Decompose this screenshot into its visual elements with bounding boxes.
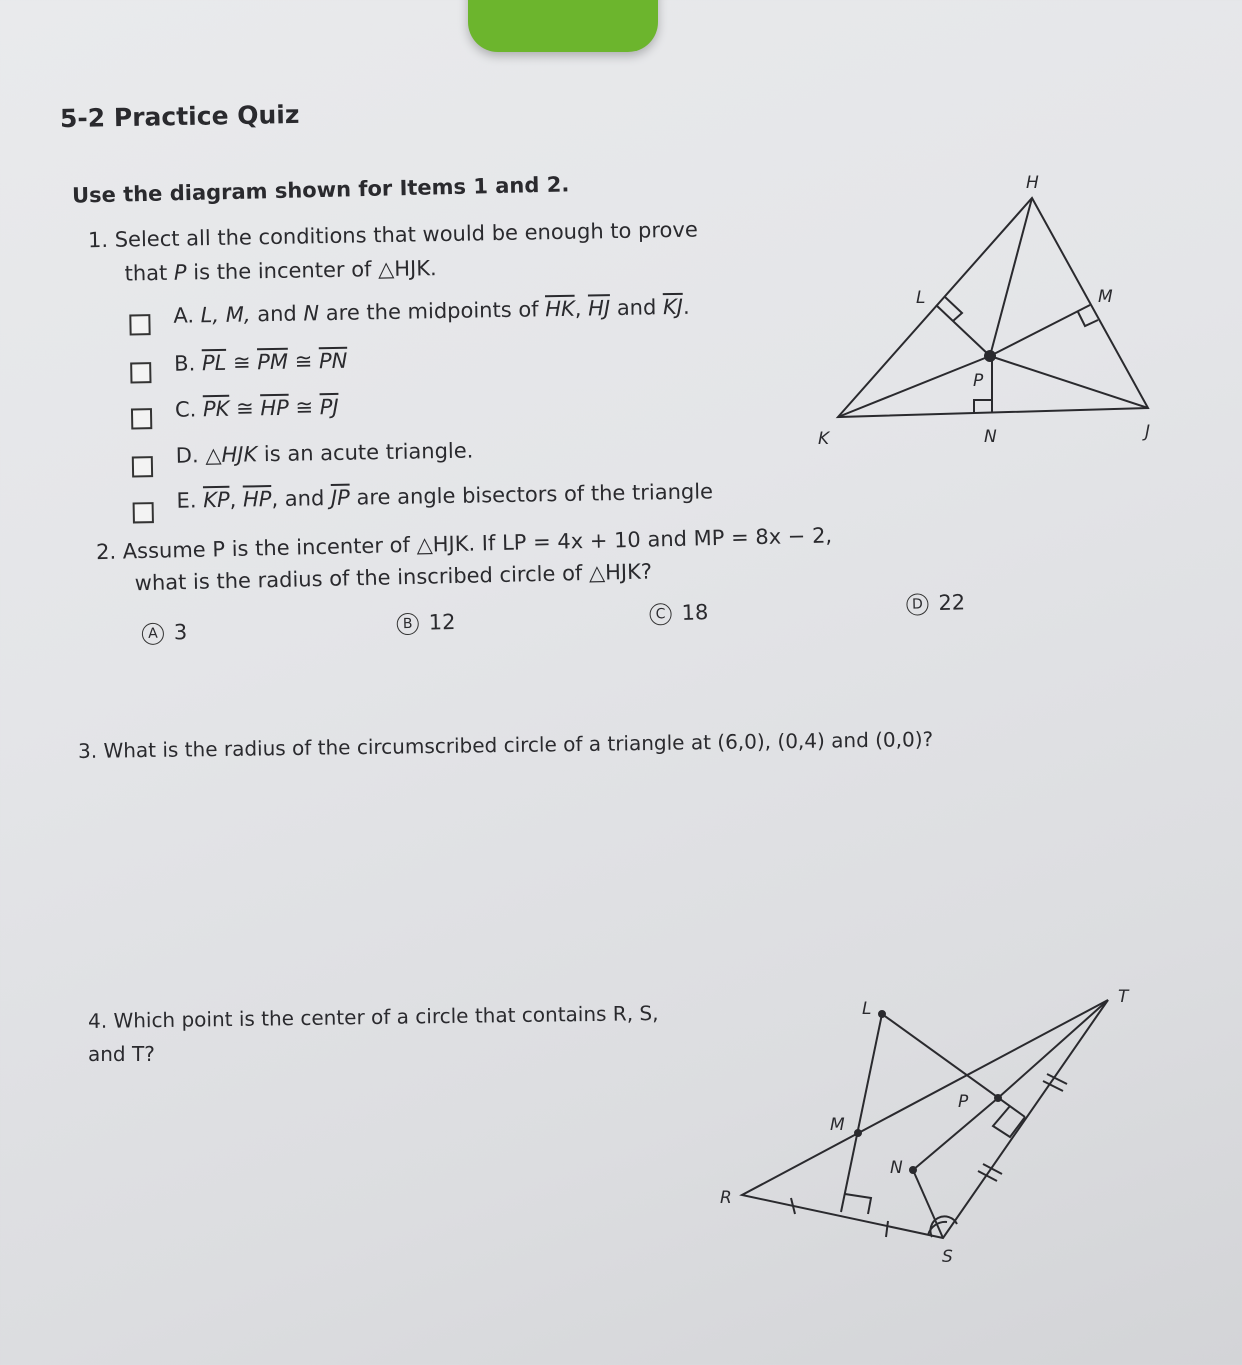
point-label: K [818,429,830,449]
q1-text-2: that P is the incenter of △HJK. [124,256,437,286]
option-d: D. △HJK is an acute triangle. [175,438,474,468]
right-angle-mark [974,400,992,413]
right-angle-mark [945,297,962,321]
intro-text: Use the diagram shown for Items 1 and 2. [71,172,570,208]
point-label: M [830,1115,845,1135]
option-b: B. $\overline{PL}$ ≅ $\overline{PM}$ ≅ $\overline{PN}$ [173,348,348,376]
q1-text: 1. Select all the conditions that would be enough to prove [87,217,698,253]
q3-text: 3. What is the radius of the circumscribed circle of a triangle at (6,0), (0,4) and (0,0)? [77,727,934,763]
point-label: T [1118,987,1129,1007]
point-label: L [916,288,926,308]
point-label: M [1098,287,1113,307]
point-label: P [973,371,984,391]
right-angle-mark [845,1194,871,1214]
option-c: C. $\overline{PK}$ ≅ $\overline{HP}$ ≅ $\overline{PJ}$ [174,394,339,422]
q2-text-2: what is the radius of the inscribed circle of △HJK? [134,559,653,596]
q4-text: 4. Which point is the center of a circle that contains R, S, [87,1001,659,1033]
page-title: 5-2 Practice Quiz [59,99,300,134]
q2-text: 2. Assume P is the incenter of △HJK. If LP = 4x + 10 and MP = 8x − 2, [95,523,833,565]
point-label: P [958,1092,969,1112]
option-a: A. L, M, and N are the midpoints of $\overline{HK}$, $\overline{HJ}$ and $\overline{KJ}$. [173,294,690,328]
option-e: E. $\overline{KP}$, $\overline{HP}$, and $\overline{JP}$ are angle bisectors of the triangle [176,479,714,513]
choice-a[interactable]: A 3 [142,620,188,645]
point-label: J [1145,422,1151,442]
point-label: N [890,1158,903,1178]
triangle-rst-diagram [742,1000,1108,1238]
choice-b[interactable]: B 12 [396,610,455,635]
point-label: H [1026,173,1039,193]
q4-text-2: and T? [88,1042,155,1066]
choice-c[interactable]: C 18 [649,600,708,625]
point-label: S [942,1247,953,1267]
right-angle-mark [993,1106,1025,1137]
point-label: L [862,999,872,1019]
point-label: N [984,427,997,447]
choice-d[interactable]: D 22 [906,590,965,615]
triangle-hjk-diagram [838,198,1148,417]
point-label: R [720,1188,732,1208]
triangle-rst [742,1000,1108,1238]
